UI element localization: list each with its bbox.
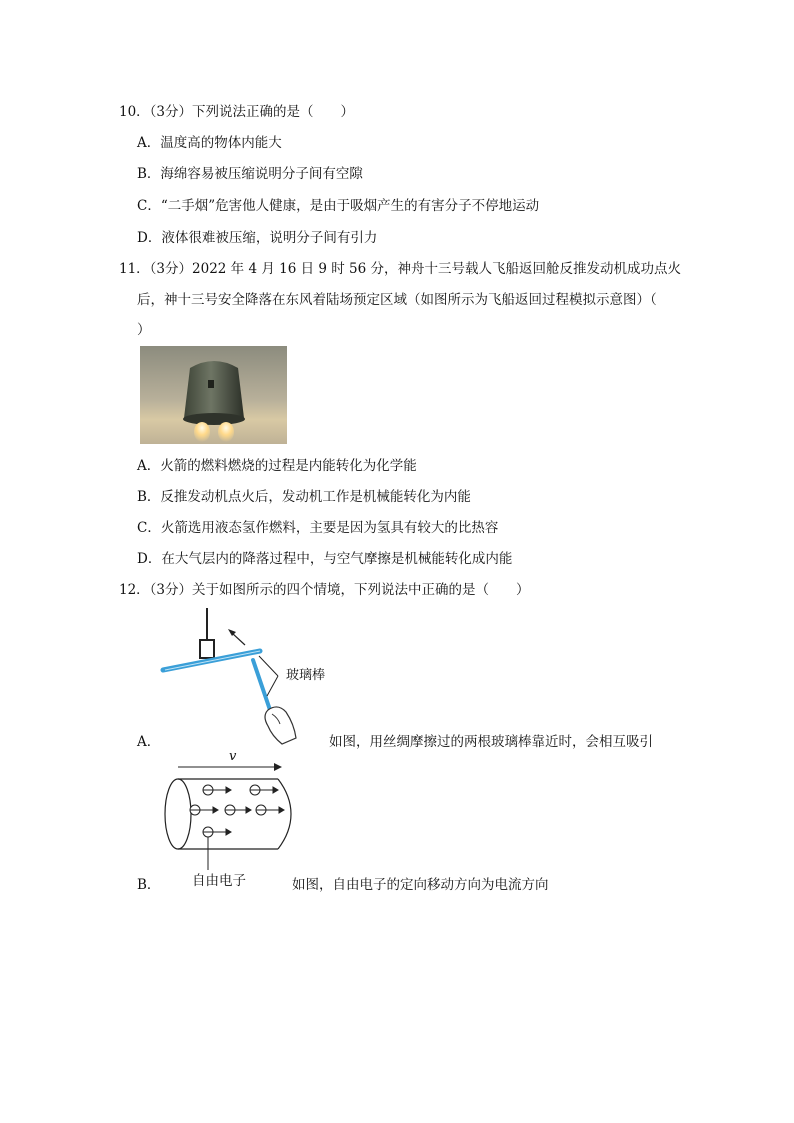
capsule-photo (140, 346, 287, 444)
q11-stem-line1: 11．（3分）2022 年 4 月 16 日 9 时 56 分，神舟十三号载人飞船返回舱反推发动机成功点火 (119, 261, 682, 277)
q12-option-a-text: 如图，用丝绸摩擦过的两根玻璃棒靠近时，会相互吸引 (329, 734, 653, 750)
free-electron-figure (162, 749, 302, 892)
q10-stem: 10．（3分）下列说法正确的是（ ） (119, 104, 355, 120)
free-electron-label: 自由电子 (192, 873, 246, 889)
glass-rods-figure (160, 608, 360, 748)
q12-option-a-letter: A． (137, 734, 161, 750)
q12-stem: 12．（3分）关于如图所示的四个情境，下列说法中正确的是（ ） (119, 582, 530, 598)
q10-option-a: A．温度高的物体内能大 (137, 135, 282, 151)
q10-option-d: D．液体很难被压缩，说明分子间有引力 (137, 230, 378, 246)
q11-option-c: C．火箭选用液态氢作燃料，主要是因为氢具有较大的比热容 (137, 520, 499, 536)
q11-option-a: A．火箭的燃料燃烧的过程是内能转化为化学能 (137, 458, 417, 474)
glass-rod-label: 玻璃棒 (286, 668, 326, 683)
q12-option-b-text: 如图，自由电子的定向移动方向为电流方向 (292, 877, 549, 893)
q11-option-b: B．反推发动机点火后，发动机工作是机械能转化为内能 (137, 489, 471, 505)
q10-option-c: C．“二手烟”危害他人健康，是由于吸烟产生的有害分子不停地运动 (137, 198, 540, 214)
q11-stem-line2: 后，神十三号安全降落在东风着陆场预定区域（如图所示为飞船返回过程模拟示意图）（ (137, 292, 657, 308)
q10-option-b: B．海绵容易被压缩说明分子间有空隙 (137, 166, 363, 182)
velocity-label: v (229, 749, 237, 764)
q12-option-b-letter: B． (137, 877, 161, 893)
q11-option-d: D．在大气层内的降落过程中，与空气摩擦是机械能转化成内能 (137, 551, 513, 567)
q11-stem-line3: ） (137, 322, 151, 338)
